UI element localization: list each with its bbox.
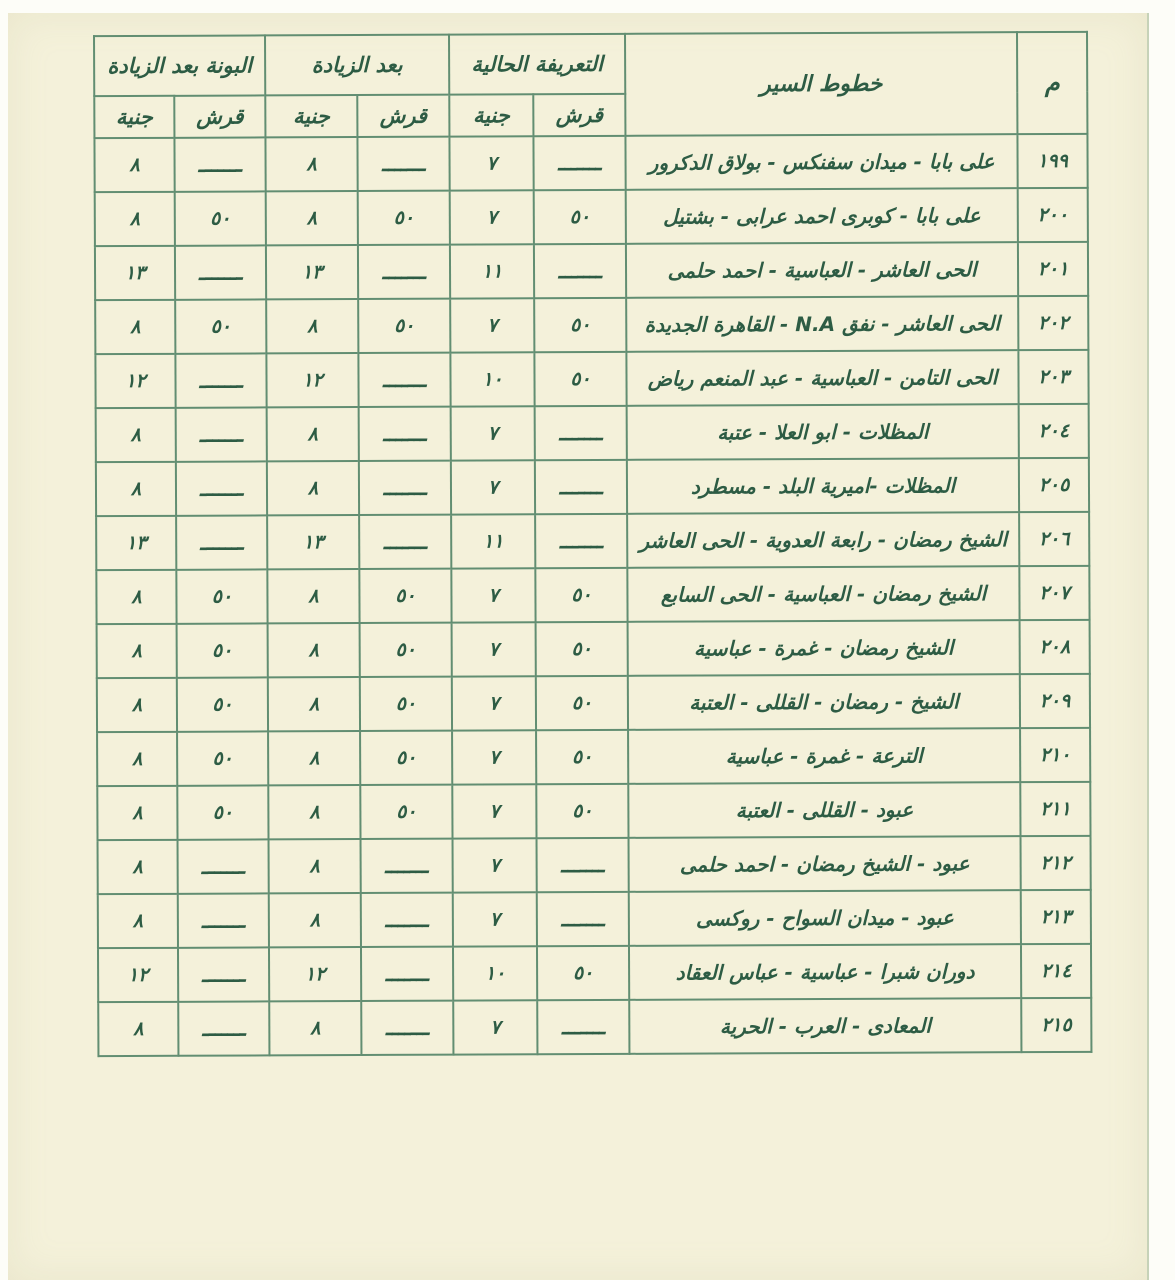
after-increase-qirsh-cell: ـــــــ [360,839,452,893]
current-qirsh-cell: ـــــــ [535,406,627,460]
route-cell: عبود - ميدان السواح - روكسى [629,890,1021,946]
serial-cell: ٢١٠ [1020,728,1090,782]
header-route-lines: خطوط السير [625,32,1017,136]
current-pound-cell: ٧ [451,568,535,622]
bonus-qirsh-cell: ٥٠ [177,623,268,677]
serial-cell: ٢٠٨ [1020,620,1090,674]
after-increase-qirsh-cell: ـــــــ [358,245,450,299]
table-row [94,134,1087,192]
subheader-current-qirsh: قرش [533,94,625,136]
bonus-qirsh-cell: ٥٠ [176,569,267,623]
bonus-pound-cell: ٨ [95,192,175,246]
current-pound-cell: ٧ [453,892,537,946]
route-cell: عبود - الشيخ رمضان - احمد حلمى [629,836,1021,892]
bonus-qirsh-cell: ـــــــ [178,1001,269,1055]
after-increase-pound-cell: ٨ [268,839,360,893]
serial-cell: ٢٠٦ [1019,512,1089,566]
table-row [97,728,1090,786]
header-bonus-after-increase: البونة بعد الزيادة [94,35,265,96]
fare-table-body [94,134,1091,1056]
current-pound-cell: ٧ [452,730,536,784]
bonus-pound-cell: ٨ [95,300,175,354]
route-cell: الحى العاشر - نفق N.A - القاهرة الجديدة [626,296,1018,352]
current-qirsh-cell: ٥٠ [535,568,627,622]
serial-cell: ٢١١ [1020,782,1090,836]
serial-cell: ٢١٣ [1021,890,1091,944]
header-after-increase: بعد الزيادة [265,35,449,96]
current-pound-cell: ١١ [451,514,535,568]
after-increase-pound-cell: ٨ [267,569,359,623]
bonus-qirsh-cell: ـــــــ [174,137,265,191]
table-row [98,890,1091,948]
after-increase-qirsh-cell: ـــــــ [357,137,449,191]
serial-cell: ٢٠١ [1018,242,1088,296]
route-cell: الشيخ رمضان - رابعة العدوية - الحى العاشر [627,512,1019,568]
serial-cell: ٢١٥ [1021,998,1091,1052]
current-qirsh-cell: ـــــــ [533,136,625,190]
bonus-pound-cell: ٨ [96,408,176,462]
bonus-pound-cell: ٨ [94,138,174,192]
after-increase-pound-cell: ٨ [269,1001,361,1055]
serial-cell: ٢٠٠ [1018,188,1088,242]
after-increase-pound-cell: ٨ [266,191,358,245]
bonus-pound-cell: ٨ [96,570,176,624]
route-cell: عبود - القللى - العتبة [628,782,1020,838]
after-increase-qirsh-cell: ٥٠ [358,191,450,245]
table-row [98,944,1091,1002]
current-qirsh-cell: ـــــــ [534,244,626,298]
after-increase-qirsh-cell: ٥٠ [358,299,450,353]
table-row [95,350,1088,408]
bonus-qirsh-cell: ٥٠ [175,299,266,353]
current-qirsh-cell: ٥٠ [534,190,626,244]
current-pound-cell: ١٠ [453,946,537,1000]
after-increase-qirsh-cell: ـــــــ [361,947,453,1001]
after-increase-qirsh-cell: ٥٠ [360,731,452,785]
subheader-current-pound: جنية [449,94,533,136]
bonus-pound-cell: ٨ [98,894,178,948]
bonus-pound-cell: ٨ [98,1002,178,1056]
bonus-qirsh-cell: ـــــــ [178,947,269,1001]
current-qirsh-cell: ٥٠ [537,946,629,1000]
current-qirsh-cell: ٥٠ [536,784,628,838]
subheader-increase-qirsh: قرش [357,95,449,137]
current-pound-cell: ٧ [452,676,536,730]
current-qirsh-cell: ـــــــ [537,892,629,946]
current-pound-cell: ٧ [452,838,536,892]
current-qirsh-cell: ٥٠ [534,352,626,406]
after-increase-pound-cell: ٨ [268,623,360,677]
current-qirsh-cell: ـــــــ [535,460,627,514]
bonus-pound-cell: ٨ [97,678,177,732]
serial-cell: ٢١٢ [1021,836,1091,890]
table-header [94,32,1087,138]
bonus-pound-cell: ٨ [97,732,177,786]
current-pound-cell: ١١ [450,244,534,298]
current-pound-cell: ٧ [450,298,534,352]
current-pound-cell: ٧ [451,460,535,514]
current-pound-cell: ٧ [451,406,535,460]
route-cell: الحى العاشر - العباسية - احمد حلمى [626,242,1018,298]
bonus-qirsh-cell: ـــــــ [175,245,266,299]
after-increase-qirsh-cell: ـــــــ [359,515,451,569]
header-serial: م [1017,32,1087,134]
bonus-qirsh-cell: ـــــــ [177,839,268,893]
serial-cell: ٢٠٧ [1019,566,1089,620]
after-increase-pound-cell: ١٣ [267,515,359,569]
current-qirsh-cell: ٥٠ [536,676,628,730]
after-increase-pound-cell: ٨ [267,461,359,515]
after-increase-qirsh-cell: ـــــــ [361,1001,453,1055]
bonus-qirsh-cell: ـــــــ [175,353,266,407]
serial-cell: ٢٠٩ [1020,674,1090,728]
header-group-row [94,32,1087,96]
after-increase-pound-cell: ١٣ [266,245,358,299]
current-pound-cell: ٧ [450,190,534,244]
fare-table [93,31,1092,1057]
table-row [97,674,1090,732]
serial-cell: ٢٠٢ [1018,296,1088,350]
current-pound-cell: ٧ [449,136,533,190]
current-qirsh-cell: ٥٠ [536,622,628,676]
table-row [98,998,1091,1056]
bonus-qirsh-cell: ـــــــ [176,407,267,461]
route-cell: الشيخ - رمضان - القللى - العتبة [628,674,1020,730]
table-row [95,296,1088,354]
bonus-pound-cell: ٨ [97,786,177,840]
serial-cell: ٢٠٥ [1019,458,1089,512]
after-increase-pound-cell: ٨ [268,731,360,785]
bonus-pound-cell: ٨ [96,462,176,516]
route-cell: المظلات - ابو العلا - عتبة [627,404,1019,460]
after-increase-qirsh-cell: ـــــــ [358,353,450,407]
scanned-paper [8,13,1149,1280]
after-increase-qirsh-cell: ـــــــ [359,407,451,461]
bonus-pound-cell: ١٣ [95,246,175,300]
current-qirsh-cell: ـــــــ [537,1000,629,1054]
current-qirsh-cell: ٥٠ [534,298,626,352]
current-pound-cell: ٧ [452,622,536,676]
bonus-qirsh-cell: ـــــــ [178,893,269,947]
after-increase-pound-cell: ٨ [268,785,360,839]
table-row [95,188,1088,246]
bonus-pound-cell: ٨ [97,624,177,678]
serial-cell: ٢٠٤ [1019,404,1089,458]
route-cell: الشيخ رمضان - العباسية - الحى السابع [627,566,1019,622]
after-increase-pound-cell: ٨ [268,677,360,731]
subheader-bonus-pound: جنية [94,96,174,138]
route-cell: دوران شبرا - عباسية - عباس العقاد [629,944,1021,1000]
route-cell: المظلات -اميرية البلد - مسطرد [627,458,1019,514]
table-row [96,404,1089,462]
table-row [97,782,1090,840]
header-current-tariff: التعريفة الحالية [449,34,625,95]
after-increase-qirsh-cell: ٥٠ [360,623,452,677]
subheader-increase-pound: جنية [265,95,357,137]
table-row [96,458,1089,516]
table-row [96,512,1089,570]
after-increase-pound-cell: ٨ [265,137,357,191]
after-increase-qirsh-cell: ٥٠ [360,785,452,839]
current-pound-cell: ٧ [453,1000,537,1054]
bonus-qirsh-cell: ٥٠ [177,785,268,839]
after-increase-pound-cell: ٨ [266,299,358,353]
bonus-qirsh-cell: ٥٠ [177,677,268,731]
bonus-qirsh-cell: ٥٠ [177,731,268,785]
serial-cell: ١٩٩ [1017,134,1087,188]
route-cell: على بابا - كوبرى احمد عرابى - بشتيل [626,188,1018,244]
current-qirsh-cell: ٥٠ [536,730,628,784]
route-cell: على بابا - ميدان سفنكس - بولاق الدكرور [625,134,1017,190]
subheader-bonus-qirsh: قرش [174,95,265,137]
table-row [96,566,1089,624]
table-row [95,242,1088,300]
current-qirsh-cell: ـــــــ [535,514,627,568]
current-pound-cell: ١٠ [450,352,534,406]
after-increase-qirsh-cell: ٥٠ [359,569,451,623]
after-increase-pound-cell: ٨ [269,893,361,947]
after-increase-qirsh-cell: ـــــــ [361,893,453,947]
bonus-pound-cell: ١٢ [95,354,175,408]
bonus-pound-cell: ١٢ [98,948,178,1002]
bonus-pound-cell: ٨ [97,840,177,894]
current-qirsh-cell: ـــــــ [537,838,629,892]
bonus-qirsh-cell: ٥٠ [175,191,266,245]
table-row [97,836,1090,894]
after-increase-pound-cell: ١٢ [266,353,358,407]
after-increase-qirsh-cell: ـــــــ [359,461,451,515]
after-increase-pound-cell: ١٢ [269,947,361,1001]
after-increase-pound-cell: ٨ [267,407,359,461]
route-cell: الشيخ رمضان - غمرة - عباسية [628,620,1020,676]
current-pound-cell: ٧ [452,784,536,838]
table-row [97,620,1090,678]
bonus-qirsh-cell: ـــــــ [176,461,267,515]
bonus-qirsh-cell: ـــــــ [176,515,267,569]
after-increase-qirsh-cell: ٥٠ [360,677,452,731]
serial-cell: ٢٠٣ [1018,350,1088,404]
serial-cell: ٢١٤ [1021,944,1091,998]
route-cell: الحى التامن - العباسية - عبد المنعم رياض [626,350,1018,406]
route-cell: المعادى - العرب - الحرية [629,998,1021,1054]
route-cell: الترعة - غمرة - عباسية [628,728,1020,784]
bonus-pound-cell: ١٣ [96,516,176,570]
